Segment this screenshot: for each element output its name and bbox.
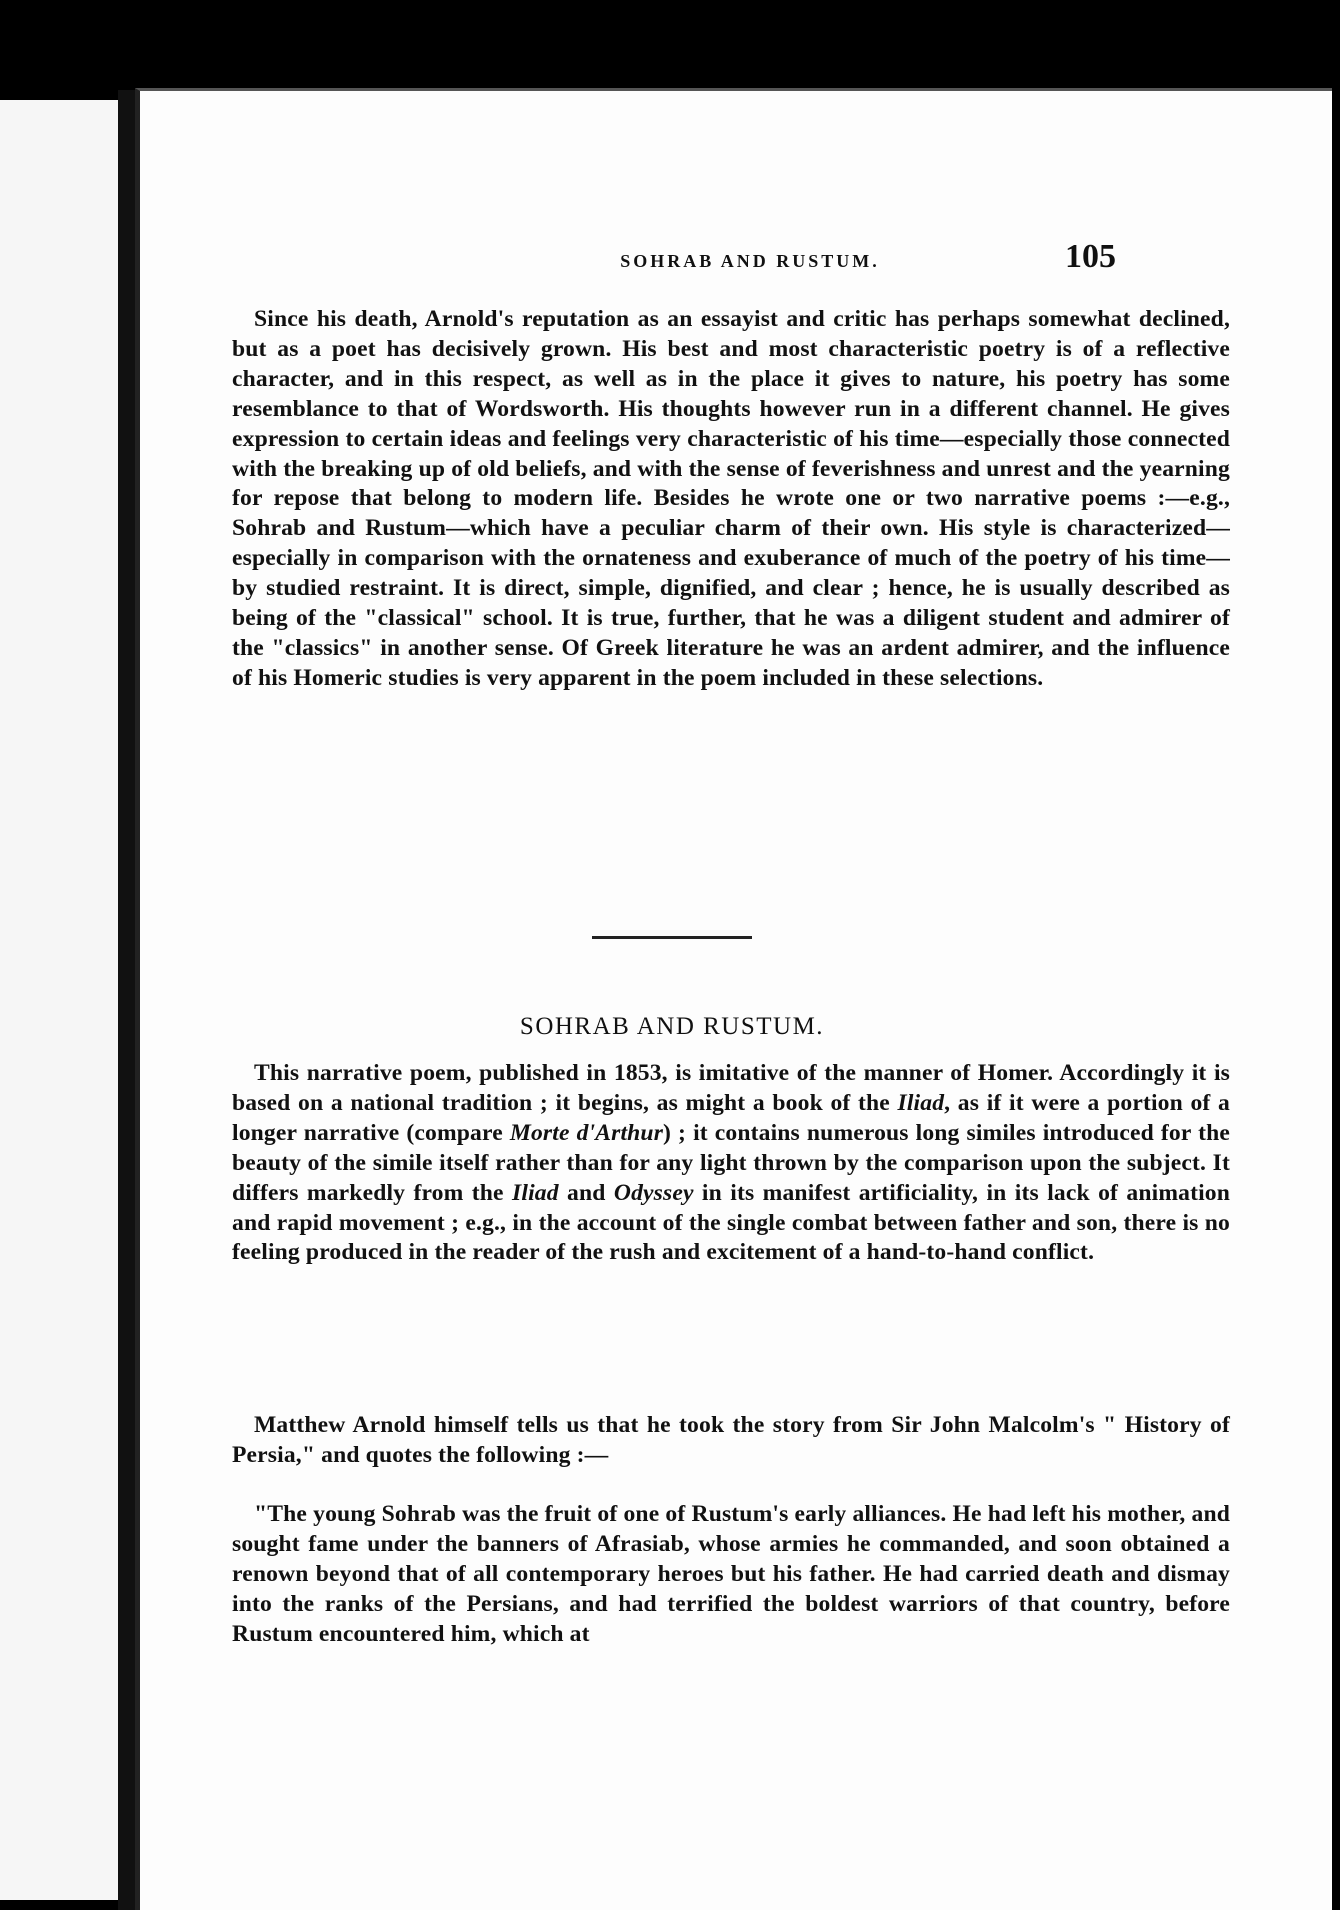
poem-text-c: ) ; it contains numerous long similes introduced for the beauty of the simile itself rather than for any light thrown by the comparison upon the subject. It differs markedly from the: [232, 1119, 1230, 1206]
section-divider: [592, 936, 752, 939]
title-odyssey: Odyssey: [613, 1179, 694, 1206]
arnold-source-paragraph: Matthew Arnold himself tells us that he took the story from Sir John Malcolm's " History of Persia," and quotes the following :—: [232, 1412, 1230, 1468]
title-iliad: Iliad: [897, 1089, 945, 1116]
poem-text-a: This narrative poem, published in 1853, is imitative of the manner of Homer. Accordingly it is based on a national tradition ; it begins, as might a book of the: [232, 1060, 1230, 1116]
malcolm-quote-paragraph: "The young Sohrab was the fruit of one of Rustum's early alliances. He had left his mother, and sought fame under the banners of Afrasiab, whose armies he commanded, and soon obtained a renown beyond that of all contemporary heroes but his father. He had carried death and dismay into the ranks of the Persians, and had terrified the boldest warriors of that country, before Rustum encountered him, which at: [232, 1501, 1230, 1647]
book-page: [135, 88, 1332, 1910]
facing-page-edge: [0, 100, 118, 1900]
poem-text-d: and: [558, 1179, 614, 1206]
poem-text-e: in its manifest artificiality, in its lack of animation and rapid movement ; e.g., in the account of the single combat between father and son, there is no feeling produced in the reader of the rush and excitement of a hand-to-hand conflict.: [232, 1179, 1231, 1266]
book-gutter: [118, 90, 136, 1910]
title-iliad-2: Iliad: [512, 1179, 559, 1206]
title-morte-darthur: Morte d'Arthur: [509, 1119, 664, 1146]
poem-text-b: , as if it were a portion of a longer narrative (compare: [232, 1089, 1230, 1146]
intro-paragraph: Since his death, Arnold's reputation as an essayist and critic has perhaps somewhat declined, but as a poet has decisively grown. His best and most characteristic poetry is of a reflective character, and in this respect, as well as in the place it gives to nature, his poetry has some resemblance to that of Wordsworth. His thoughts however run in a different channel. He gives expression to certain ideas and feelings very characteristic of his time—especially those connected with the breaking up of old beliefs, and with the sense of feverishness and unrest and the yearning for repose that belong to modern life. Besides he wrote one or two narrative poems :—e.g., Sohrab and Rustum—which have a peculiar charm of their own. His style is characterized—especially in comparison with the ornateness and exuberance of much of the poetry of his time—by studied restraint. It is direct, simple, dignified, and clear ; hence, he is usually described as being of the "classical" school. It is true, further, that he was a diligent student and admirer of the "classics" in another sense. Of Greek literature he was an ardent admirer, and the influence of his Homeric studies is very apparent in the poem included in these selections.: [232, 306, 1230, 691]
running-head: SOHRAB AND RUSTUM.: [620, 251, 880, 271]
page-number: 105: [1065, 238, 1116, 275]
poem-description-paragraph: [232, 1059, 1230, 1268]
section-title: SOHRAB AND RUSTUM.: [519, 1013, 825, 1040]
